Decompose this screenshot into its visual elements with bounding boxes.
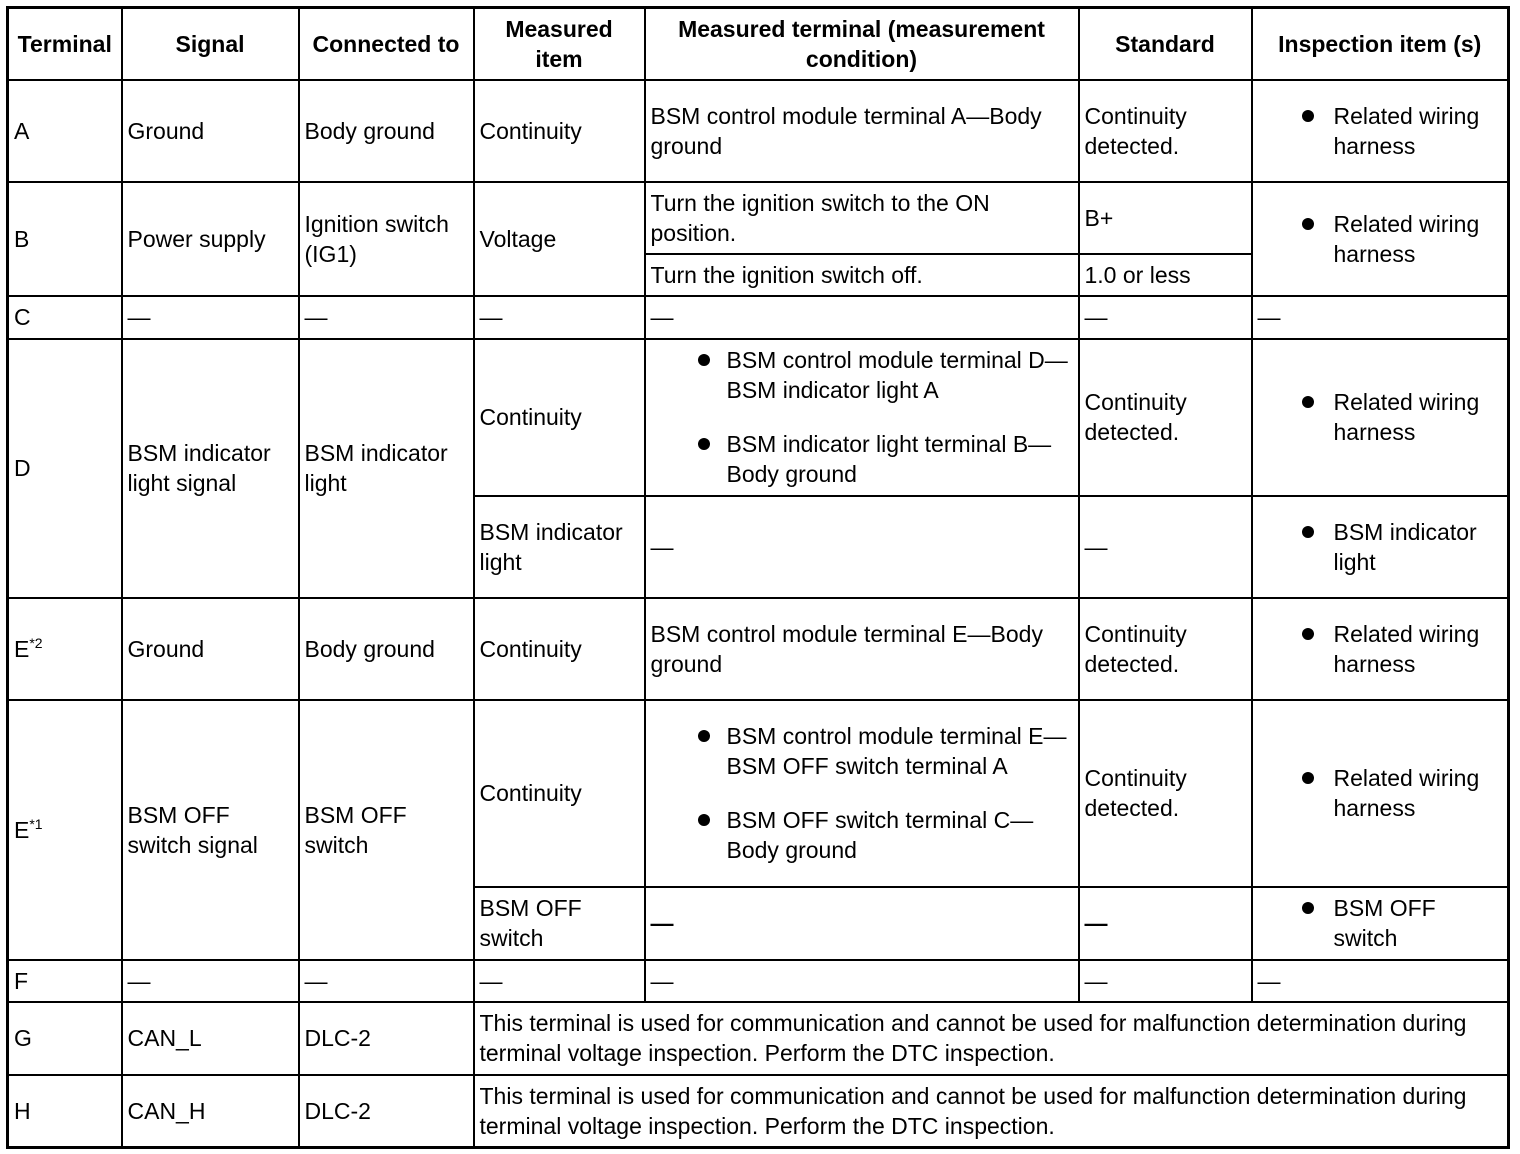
table-row [8,1075,1509,1148]
list-item: BSM indicator light terminal B—Body ground [651,429,1073,489]
list-item: Related wiring harness [1258,387,1503,447]
measured-item-cell: BSM indicator light [474,496,645,598]
measured-terminal-cell: Turn the ignition switch to the ON position. [645,182,1079,254]
measured-terminal-cell [645,700,1079,887]
signal-cell: Ground [122,598,299,700]
measured-terminal-cell: BSM control module terminal E—Body ground [645,598,1079,700]
inspection-cell: — [1252,960,1509,1002]
standard-cell: — [1079,960,1252,1002]
standard-cell: Continuity detected. [1079,700,1252,887]
standard-cell: Continuity detected. [1079,339,1252,496]
inspection-cell [1252,339,1509,496]
standard-cell: B+ [1079,182,1252,254]
header-measured-terminal: Measured terminal (measurement condition) [645,8,1079,80]
signal-cell: BSM indicator light signal [122,339,299,598]
connected-to-cell: DLC-2 [299,1075,474,1148]
list-item: BSM control module terminal E—BSM OFF switch terminal A [651,721,1073,781]
footnote-marker: *1 [29,815,43,832]
inspection-cell: — [1252,296,1509,339]
signal-cell: Power supply [122,182,299,296]
list-item: Related wiring harness [1258,101,1503,161]
measured-terminal-cell: — [645,960,1079,1002]
signal-cell: CAN_H [122,1075,299,1148]
table-row [8,339,1509,496]
standard-cell: — [1079,496,1252,598]
inspection-cell [1252,887,1509,960]
connected-to-cell: — [299,960,474,1002]
header-connected-to: Connected to [299,8,474,80]
bullet-icon [1302,526,1314,538]
list-item: BSM OFF switch [1258,893,1503,953]
measured-item-cell: BSM OFF switch [474,887,645,960]
standard-cell: — [1079,887,1252,960]
measured-item-cell: Voltage [474,182,645,296]
note-cell: This terminal is used for communication and cannot be used for malfunction determination during terminal voltage inspection. Perform the DTC inspection. [474,1075,1509,1148]
signal-cell: — [122,960,299,1002]
connected-to-cell: Ignition switch (IG1) [299,182,474,296]
bullet-icon [698,438,710,450]
bullet-icon [1302,110,1314,122]
terminal-cell: C [8,296,122,339]
header-measured-item: Measured item [474,8,645,80]
table-row [8,598,1509,700]
terminal-cell: $E^{*2}$ [8,598,122,700]
measured-item-cell: — [474,296,645,339]
header-signal: Signal [122,8,299,80]
terminal-cell: H [8,1075,122,1148]
table-row [8,700,1509,887]
terminal-cell: F [8,960,122,1002]
bullet-icon [1302,902,1314,914]
inspection-cell [1252,496,1509,598]
terminal-cell: B [8,182,122,296]
inspection-cell [1252,700,1509,887]
terminal-cell: A [8,80,122,182]
standard-cell: 1.0 or less [1079,254,1252,296]
header-terminal: Terminal [8,8,122,80]
measured-terminal-cell: — [645,496,1079,598]
bullet-icon [1302,628,1314,640]
standard-cell: Continuity detected. [1079,598,1252,700]
table-row [8,1002,1509,1075]
inspection-cell [1252,182,1509,296]
connected-to-cell: BSM indicator light [299,339,474,598]
signal-cell: BSM OFF switch signal [122,700,299,960]
measured-terminal-cell: BSM control module terminal A—Body ground [645,80,1079,182]
bullet-icon [1302,772,1314,784]
inspection-cell [1252,80,1509,182]
measured-item-cell: Continuity [474,598,645,700]
terminal-cell: D [8,339,122,598]
connected-to-cell: BSM OFF switch [299,700,474,960]
list-item: BSM OFF switch terminal C—Body ground [651,805,1073,865]
bullet-icon [698,354,710,366]
measured-terminal-cell: — [645,296,1079,339]
measured-item-cell: Continuity [474,700,645,887]
bullet-icon [698,730,710,742]
measured-terminal-cell: Turn the ignition switch off. [645,254,1079,296]
measured-item-cell: Continuity [474,339,645,496]
measured-terminal-cell: — [645,887,1079,960]
footnote-marker: *2 [29,634,43,651]
table-row [8,182,1509,254]
bullet-icon [698,814,710,826]
signal-cell: Ground [122,80,299,182]
list-item: BSM control module terminal D—BSM indicator light A [651,345,1073,405]
measured-terminal-cell [645,339,1079,496]
list-item: Related wiring harness [1258,763,1503,823]
connected-to-cell: — [299,296,474,339]
standard-cell: — [1079,296,1252,339]
inspection-cell [1252,598,1509,700]
bullet-icon [1302,218,1314,230]
connected-to-cell: Body ground [299,598,474,700]
signal-cell: CAN_L [122,1002,299,1075]
measured-item-cell: — [474,960,645,1002]
note-cell: This terminal is used for communication and cannot be used for malfunction determination during terminal voltage inspection. Perform the DTC inspection. [474,1002,1509,1075]
table-row [8,296,1509,339]
terminal-inspection-table [6,6,1510,1149]
table-row [8,80,1509,182]
connected-to-cell: DLC-2 [299,1002,474,1075]
terminal-cell: G [8,1002,122,1075]
list-item: Related wiring harness [1258,209,1503,269]
header-row [8,8,1509,80]
measured-item-cell: Continuity [474,80,645,182]
terminal-cell: $E^{*1}$ [8,700,122,960]
connected-to-cell: Body ground [299,80,474,182]
table-row [8,960,1509,1002]
bullet-icon [1302,396,1314,408]
standard-cell: Continuity detected. [1079,80,1252,182]
header-standard: Standard [1079,8,1252,80]
list-item: Related wiring harness [1258,619,1503,679]
list-item: BSM indicator light [1258,517,1503,577]
signal-cell: — [122,296,299,339]
header-inspection-items: Inspection item (s) [1252,8,1509,80]
